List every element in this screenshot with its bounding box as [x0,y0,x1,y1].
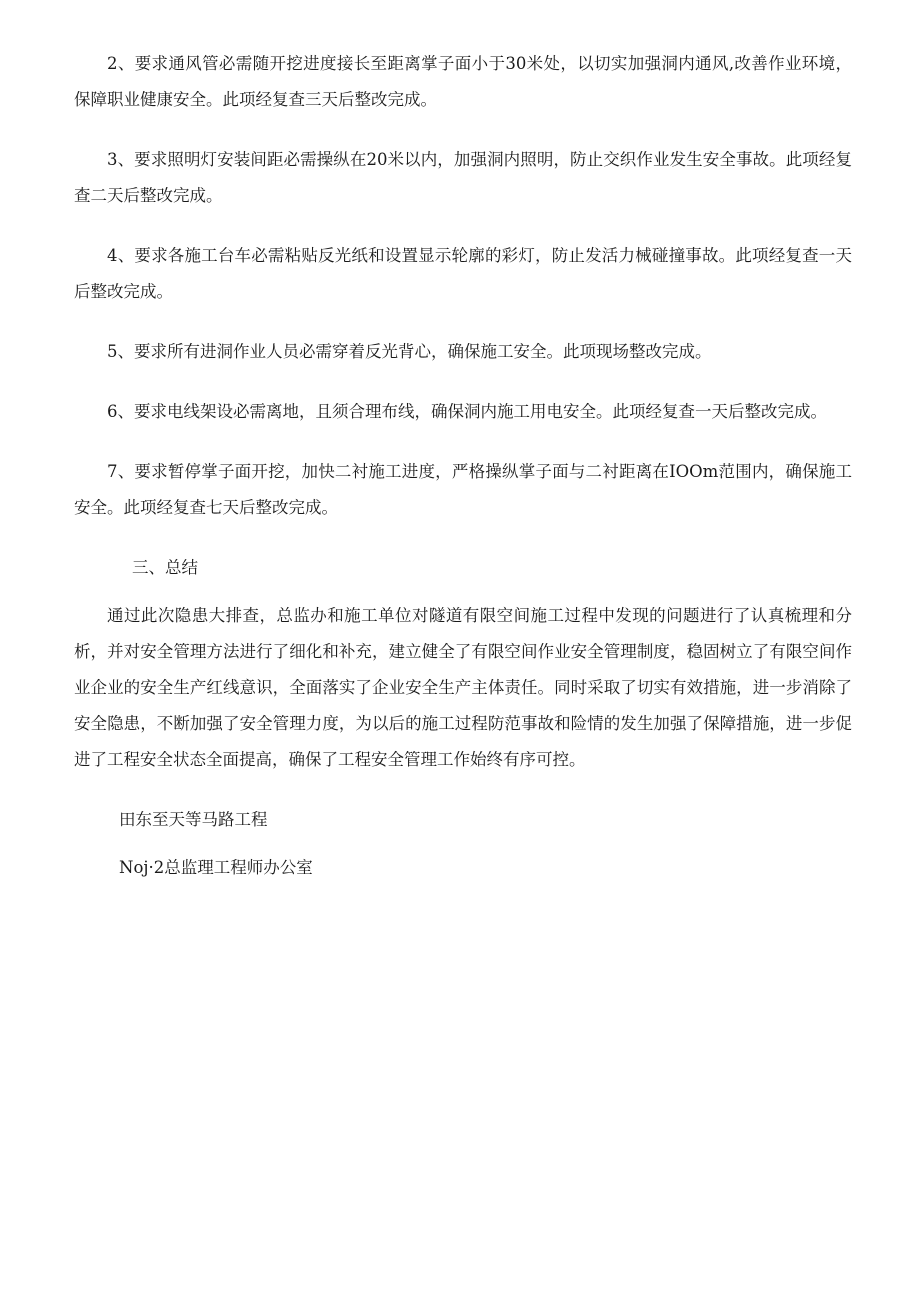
rectification-item-2: 2、要求通风管必需随开挖进度接长至距离掌子面小于30米处，以切实加强洞内通风,改善作业环境，保障职业健康安全。此项经复查三天后整改完成。 [74,54,852,109]
signature-office: Noj·2总监理工程师办公室 [119,858,313,877]
document-page [74,46,852,898]
rectification-item-4: 4、要求各施工台车必需粘贴反光纸和设置显示轮廓的彩灯，防止发活力械碰撞事故。此项经复查一天后整改完成。 [74,246,852,301]
rectification-item-6: 6、要求电线架设必需离地，且须合理布线，确保洞内施工用电安全。此项经复查一天后整改完成。 [107,402,827,421]
section-heading-summary: 三、总结 [132,558,198,577]
summary-paragraph: 通过此次隐患大排查，总监办和施工单位对隧道有限空间施工过程中发现的问题进行了认真梳理和分析，并对安全管理方法进行了细化和补充，建立健全了有限空间作业安全管理制度，稳固树立了有限空间作业企业的安全生产红线意识，全面落实了企业安全生产主体责任。同时采取了切实有效措施，进一步消除了安全隐患，不断加强了安全管理力度，为以后的施工过程防范事故和险情的发生加强了保障措施，进一步促进了工程安全状态全面提高，确保了工程安全管理工作始终有序可控。 [74,606,852,769]
signature-project: 田东至天等马路工程 [119,810,268,829]
rectification-item-7: 7、要求暂停掌子面开挖，加快二衬施工进度，严格操纵掌子面与二衬距离在IOOm范围内，确保施工安全。此项经复查七天后整改完成。 [74,462,852,517]
rectification-item-5: 5、要求所有进洞作业人员必需穿着反光背心，确保施工安全。此项现场整改完成。 [107,342,712,361]
rectification-item-3: 3、要求照明灯安装间距必需操纵在20米以内，加强洞内照明，防止交织作业发生安全事故。此项经复查二天后整改完成。 [74,150,852,205]
